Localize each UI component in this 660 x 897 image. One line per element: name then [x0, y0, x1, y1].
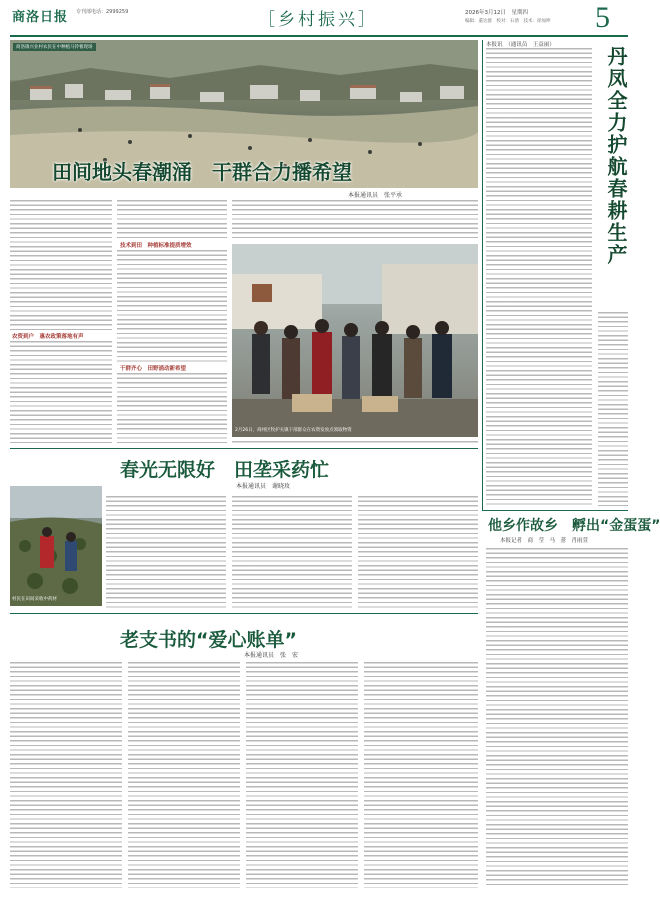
subhead-3: 干群齐心 田野涌动新希望 — [120, 366, 187, 372]
top-story-headline: 田间地头春潮涌 干群合力播希望 — [52, 160, 352, 184]
masthead — [0, 0, 638, 40]
top-photo-caption: 商洛镇兴业村农民在中种植马铃薯现场 — [13, 43, 96, 51]
story2-text — [358, 496, 478, 608]
story4-byline: 本报通讯员 张 宏 — [244, 652, 299, 659]
story4-headline: 老支书的“爱心账单” — [120, 629, 297, 651]
story2-text — [106, 496, 226, 608]
story4-text — [246, 662, 358, 888]
subhead-2: 农资到户 惠农政策落地有声 — [12, 334, 84, 340]
story4-text — [128, 662, 240, 888]
masthead-rule — [10, 35, 628, 37]
subhead-1: 技术到田 种植标准提质增效 — [120, 243, 192, 249]
story4-text — [364, 662, 478, 888]
section-divider — [10, 448, 478, 449]
sidebar-intro: 本报讯 （通讯员 王益丽） — [486, 42, 555, 48]
top-story-byline: 本报通讯员 张平承 — [348, 192, 403, 199]
center-story-photo — [232, 244, 478, 437]
newspaper-logo: 商洛日报 — [12, 10, 69, 25]
center-photo-caption: 2月26日，商州区牧护关镇干部群众在农资发放点领取物资 — [235, 428, 352, 433]
sidebar-headline: 丹凤全力护航春耕生产 — [604, 46, 628, 266]
body-text-column — [10, 341, 112, 443]
body-text-column — [117, 250, 227, 362]
section-divider — [482, 510, 628, 511]
story2-byline: 本报通讯员 谢晓玫 — [236, 483, 291, 490]
publication-date: 2026年3月12日 星期四 — [465, 10, 528, 16]
department-phone: 专刊部电话：2999259 — [76, 9, 129, 15]
sidebar-text — [486, 48, 592, 506]
sidebar-text — [598, 312, 628, 506]
story3-text — [486, 548, 628, 888]
top-story-photo — [10, 40, 478, 188]
story2-photo — [10, 486, 102, 606]
body-text-column — [117, 373, 227, 443]
section-title: ［乡村振兴］ — [258, 10, 378, 30]
body-text-column — [10, 200, 112, 330]
editor-line: 编辑：董达群 校对：石倩 技术：徐加坤 — [465, 19, 551, 24]
story2-headline: 春光无限好 田垄采药忙 — [120, 459, 330, 481]
story3-headline: 他乡作故乡 孵出“金蛋蛋” — [488, 518, 660, 534]
story3-byline: 本报记者 商 莹 马 薏 肖雨萱 — [500, 538, 589, 544]
page-number: 5 — [595, 1, 610, 34]
section-divider — [10, 613, 478, 614]
herb-field-illustration — [10, 486, 102, 606]
body-text-column — [232, 441, 478, 445]
story2-photo-caption: 村民在田间采收中药材 — [12, 597, 57, 602]
body-text-column — [117, 200, 227, 240]
column-divider — [482, 40, 483, 510]
story2-text — [232, 496, 352, 608]
body-text-column — [232, 200, 478, 240]
story4-text — [10, 662, 122, 888]
crowd-illustration — [232, 244, 478, 437]
